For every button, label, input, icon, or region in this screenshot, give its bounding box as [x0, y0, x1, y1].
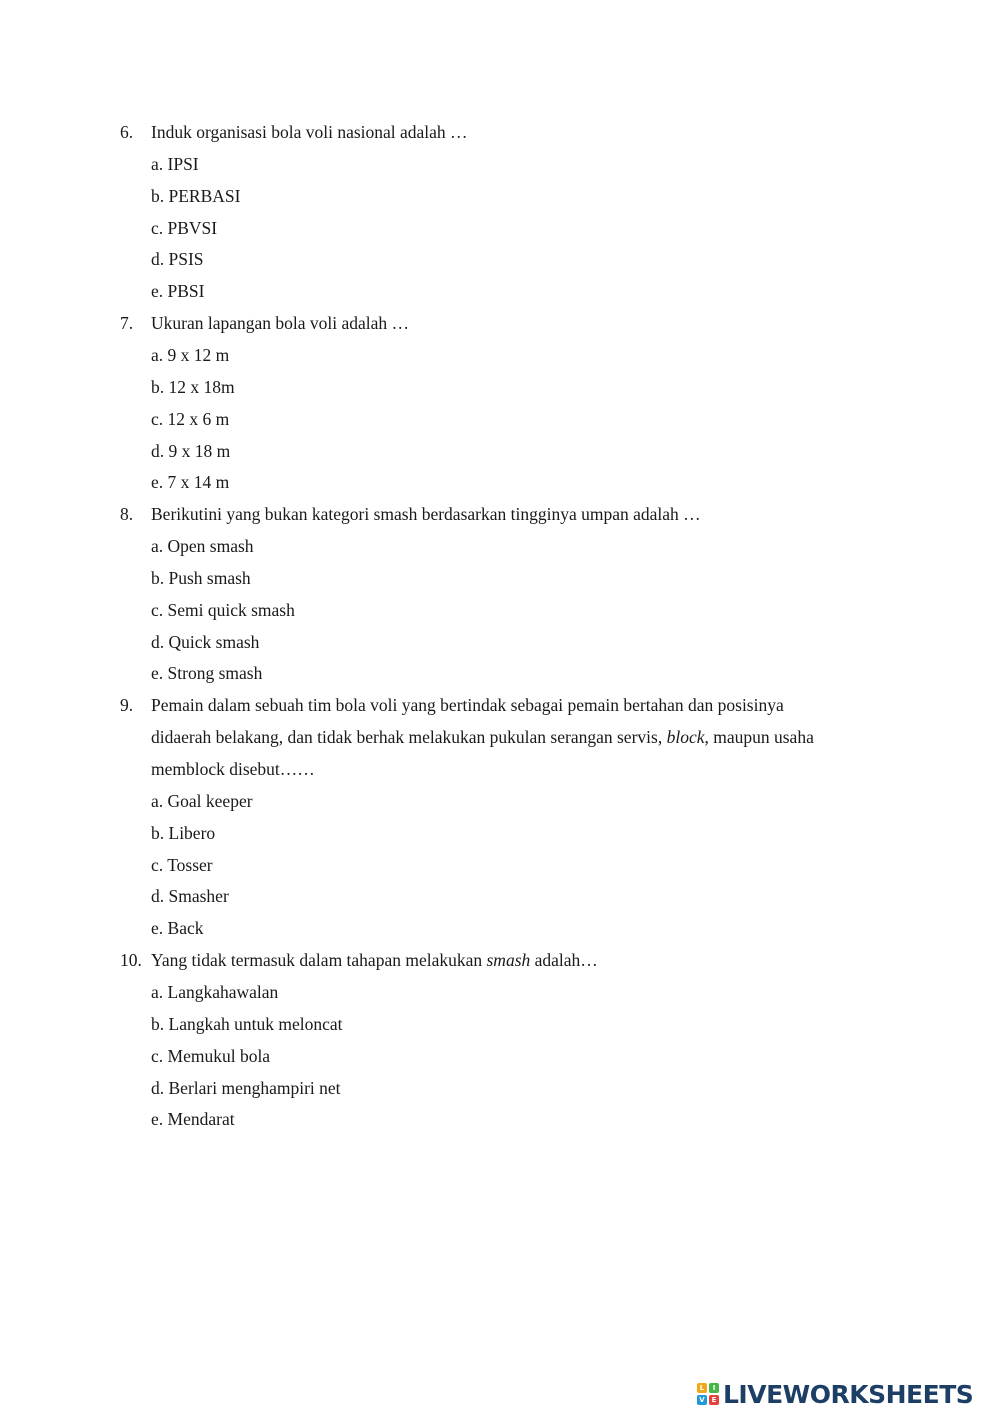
question-text-segment: Ukuran lapangan bola voli adalah … — [151, 313, 410, 334]
answer-option[interactable]: b. Push smash — [151, 567, 251, 588]
question-text-line — [151, 503, 701, 525]
answer-option[interactable]: e. PBSI — [151, 281, 205, 302]
logo-tile-i: I — [709, 1383, 719, 1393]
answer-option[interactable]: e. Back — [151, 918, 204, 939]
answer-option[interactable]: b. Langkah untuk meloncat — [151, 1013, 343, 1034]
question-text-line — [151, 726, 814, 748]
answer-option[interactable]: e. 7 x 14 m — [151, 472, 230, 493]
question-number: 6. — [120, 122, 134, 142]
question-text-segment: Pemain dalam sebuah tim bola voli yang bertindak sebagai pemain bertahan dan posisinya — [151, 695, 784, 716]
answer-option[interactable]: b. PERBASI — [151, 185, 241, 206]
question-text-line — [151, 694, 784, 716]
answer-option[interactable]: d. Quick smash — [151, 631, 260, 652]
answer-option[interactable]: e. Mendarat — [151, 1109, 235, 1130]
answer-option[interactable]: a. IPSI — [151, 153, 199, 174]
question-text-italic: block — [666, 727, 705, 748]
question-number: 9. — [120, 695, 134, 716]
answer-option[interactable]: c. 12 x 6 m — [151, 408, 230, 429]
liveworksheets-watermark — [697, 1379, 973, 1409]
answer-option[interactable]: d. Smasher — [151, 886, 229, 907]
answer-option[interactable]: d. PSIS — [151, 249, 204, 270]
logo-tile-v: V — [697, 1395, 707, 1405]
liveworksheets-logo-icon — [697, 1383, 719, 1405]
answer-option[interactable]: c. Tosser — [151, 854, 213, 875]
question-text-line — [151, 758, 315, 780]
answer-option[interactable]: c. Memukul bola — [151, 1045, 271, 1066]
answer-option[interactable]: c. PBVSI — [151, 217, 218, 238]
logo-tile-l: L — [697, 1383, 707, 1393]
answer-option[interactable]: e. Strong smash — [151, 663, 263, 684]
answer-option[interactable]: b. 12 x 18m — [151, 376, 235, 397]
answer-option[interactable]: c. Semi quick smash — [151, 599, 295, 620]
logo-tile-e: E — [709, 1395, 719, 1405]
question-text-segment: adalah… — [530, 950, 598, 971]
question-text-segment: , maupun usaha — [704, 727, 814, 748]
question-number: 7. — [120, 313, 134, 334]
question-text-italic: smash — [486, 950, 531, 971]
question-text-segment: Yang tidak termasuk dalam tahapan melakukan — [151, 950, 487, 971]
answer-option[interactable]: a. Langkahawalan — [151, 981, 279, 1002]
answer-option[interactable]: d. Berlari menghampiri net — [151, 1077, 341, 1098]
question-text-segment: Induk organisasi bola voli nasional adalah … — [151, 122, 468, 142]
question-number: 10. — [120, 950, 142, 971]
answer-option[interactable]: a. 9 x 12 m — [151, 344, 230, 365]
question-text-line — [151, 121, 468, 143]
question-text-segment: Berikutini yang bukan kategori smash berdasarkan tingginya umpan adalah … — [151, 504, 701, 525]
question-text-segment: memblock disebut…… — [151, 759, 315, 779]
question-text-line — [151, 949, 598, 971]
answer-option[interactable]: b. Libero — [151, 822, 216, 843]
answer-option[interactable]: d. 9 x 18 m — [151, 440, 231, 461]
question-number: 8. — [120, 504, 134, 525]
answer-option[interactable]: a. Open smash — [151, 536, 254, 557]
answer-option[interactable]: a. Goal keeper — [151, 790, 253, 811]
liveworksheets-logo-text: LIVEWORKSHEETS — [723, 1379, 974, 1409]
question-text-line — [151, 312, 409, 334]
question-text-segment: didaerah belakang, dan tidak berhak melakukan pukulan serangan servis, — [151, 727, 667, 748]
